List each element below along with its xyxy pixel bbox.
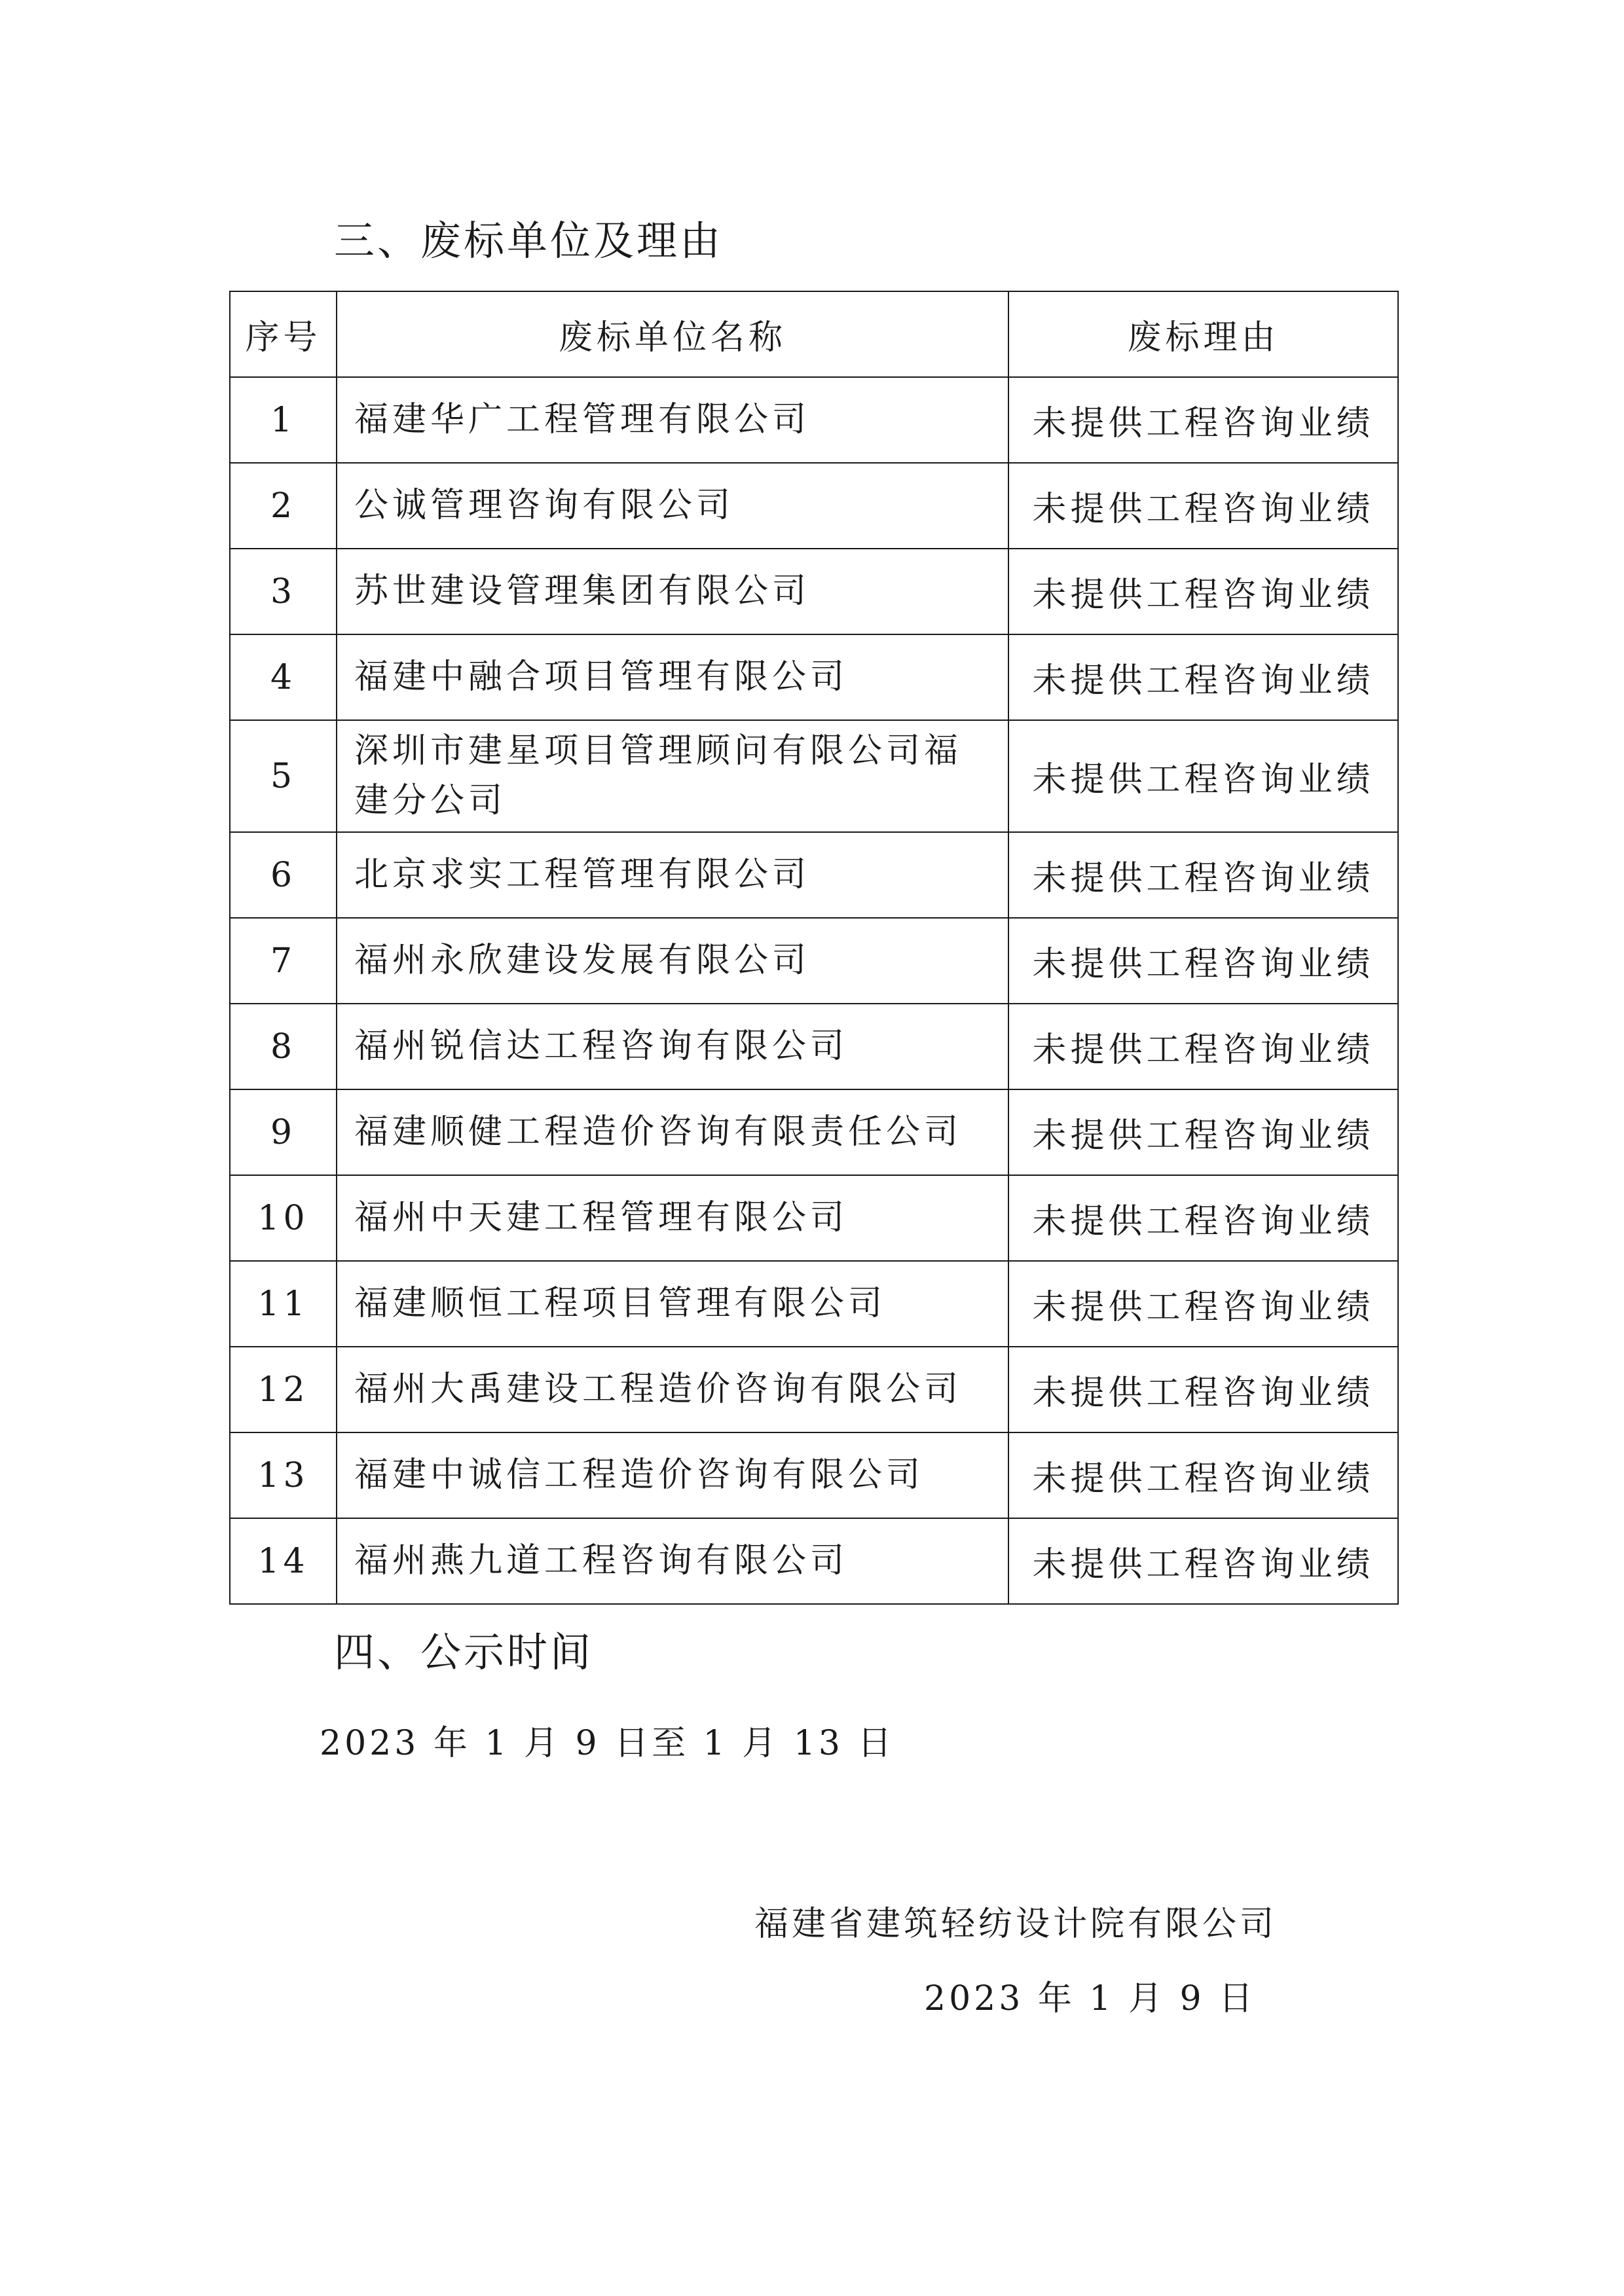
table-row xyxy=(230,832,1398,918)
section-heading-disqualified: 三、废标单位及理由 xyxy=(334,217,724,264)
row-disqualification-reason: 未提供工程咨询业绩 xyxy=(1008,634,1398,720)
row-index: 9 xyxy=(230,1089,337,1175)
row-disqualification-reason: 未提供工程咨询业绩 xyxy=(1008,918,1398,1004)
table-row xyxy=(230,1175,1398,1261)
column-header-company: 废标单位名称 xyxy=(337,291,1008,377)
column-header-index: 序号 xyxy=(230,291,337,377)
row-index: 12 xyxy=(230,1347,337,1432)
table-row xyxy=(230,720,1398,832)
table-row xyxy=(230,918,1398,1004)
row-index: 7 xyxy=(230,918,337,1004)
table-row xyxy=(230,1432,1398,1518)
table-row xyxy=(230,1004,1398,1089)
row-company-name: 福州永欣建设发展有限公司 xyxy=(337,918,1008,1004)
section-heading-publicity-time: 四、公示时间 xyxy=(334,1628,594,1676)
row-disqualification-reason: 未提供工程咨询业绩 xyxy=(1008,1004,1398,1089)
table-row xyxy=(230,549,1398,634)
row-company-name: 公诚管理咨询有限公司 xyxy=(337,463,1008,549)
table-header-row xyxy=(230,291,1398,377)
row-index: 3 xyxy=(230,549,337,634)
row-index: 11 xyxy=(230,1261,337,1347)
row-index: 10 xyxy=(230,1175,337,1261)
row-index: 8 xyxy=(230,1004,337,1089)
table-row xyxy=(230,377,1398,463)
table-row xyxy=(230,463,1398,549)
row-company-name: 福建中融合项目管理有限公司 xyxy=(337,634,1008,720)
column-header-reason: 废标理由 xyxy=(1008,291,1398,377)
row-index: 1 xyxy=(230,377,337,463)
row-disqualification-reason: 未提供工程咨询业绩 xyxy=(1008,549,1398,634)
table-body xyxy=(230,377,1398,1604)
row-disqualification-reason: 未提供工程咨询业绩 xyxy=(1008,1518,1398,1604)
table-row xyxy=(230,1518,1398,1604)
row-index: 6 xyxy=(230,832,337,918)
row-disqualification-reason: 未提供工程咨询业绩 xyxy=(1008,1347,1398,1432)
row-disqualification-reason: 未提供工程咨询业绩 xyxy=(1008,463,1398,549)
row-disqualification-reason: 未提供工程咨询业绩 xyxy=(1008,832,1398,918)
table-row xyxy=(230,1089,1398,1175)
issuer-name: 福建省建筑轻纺设计院有限公司 xyxy=(754,1904,1278,1944)
publicity-period-text: 2023 年 1 月 9 日至 1 月 13 日 xyxy=(320,1724,895,1763)
table-row xyxy=(230,634,1398,720)
row-disqualification-reason: 未提供工程咨询业绩 xyxy=(1008,377,1398,463)
row-index: 14 xyxy=(230,1518,337,1604)
row-company-name: 福州锐信达工程咨询有限公司 xyxy=(337,1004,1008,1089)
issue-date: 2023 年 1 月 9 日 xyxy=(924,1979,1257,2018)
row-index: 2 xyxy=(230,463,337,549)
row-disqualification-reason: 未提供工程咨询业绩 xyxy=(1008,1261,1398,1347)
row-company-name: 福建中诚信工程造价咨询有限公司 xyxy=(337,1432,1008,1518)
row-company-name: 北京求实工程管理有限公司 xyxy=(337,832,1008,918)
row-company-name: 深圳市建星项目管理顾问有限公司福建分公司 xyxy=(337,720,1008,832)
disqualified-bidders-table xyxy=(229,291,1399,1605)
row-company-name: 福建顺健工程造价咨询有限责任公司 xyxy=(337,1089,1008,1175)
row-index: 5 xyxy=(230,720,337,832)
row-disqualification-reason: 未提供工程咨询业绩 xyxy=(1008,1089,1398,1175)
table-row xyxy=(230,1347,1398,1432)
row-disqualification-reason: 未提供工程咨询业绩 xyxy=(1008,1432,1398,1518)
row-company-name: 福州燕九道工程咨询有限公司 xyxy=(337,1518,1008,1604)
row-company-name: 福建华广工程管理有限公司 xyxy=(337,377,1008,463)
row-index: 4 xyxy=(230,634,337,720)
row-company-name: 福州中天建工程管理有限公司 xyxy=(337,1175,1008,1261)
row-disqualification-reason: 未提供工程咨询业绩 xyxy=(1008,720,1398,832)
row-company-name: 苏世建设管理集团有限公司 xyxy=(337,549,1008,634)
row-company-name: 福建顺恒工程项目管理有限公司 xyxy=(337,1261,1008,1347)
row-disqualification-reason: 未提供工程咨询业绩 xyxy=(1008,1175,1398,1261)
row-index: 13 xyxy=(230,1432,337,1518)
row-company-name: 福州大禹建设工程造价咨询有限公司 xyxy=(337,1347,1008,1432)
table-row xyxy=(230,1261,1398,1347)
